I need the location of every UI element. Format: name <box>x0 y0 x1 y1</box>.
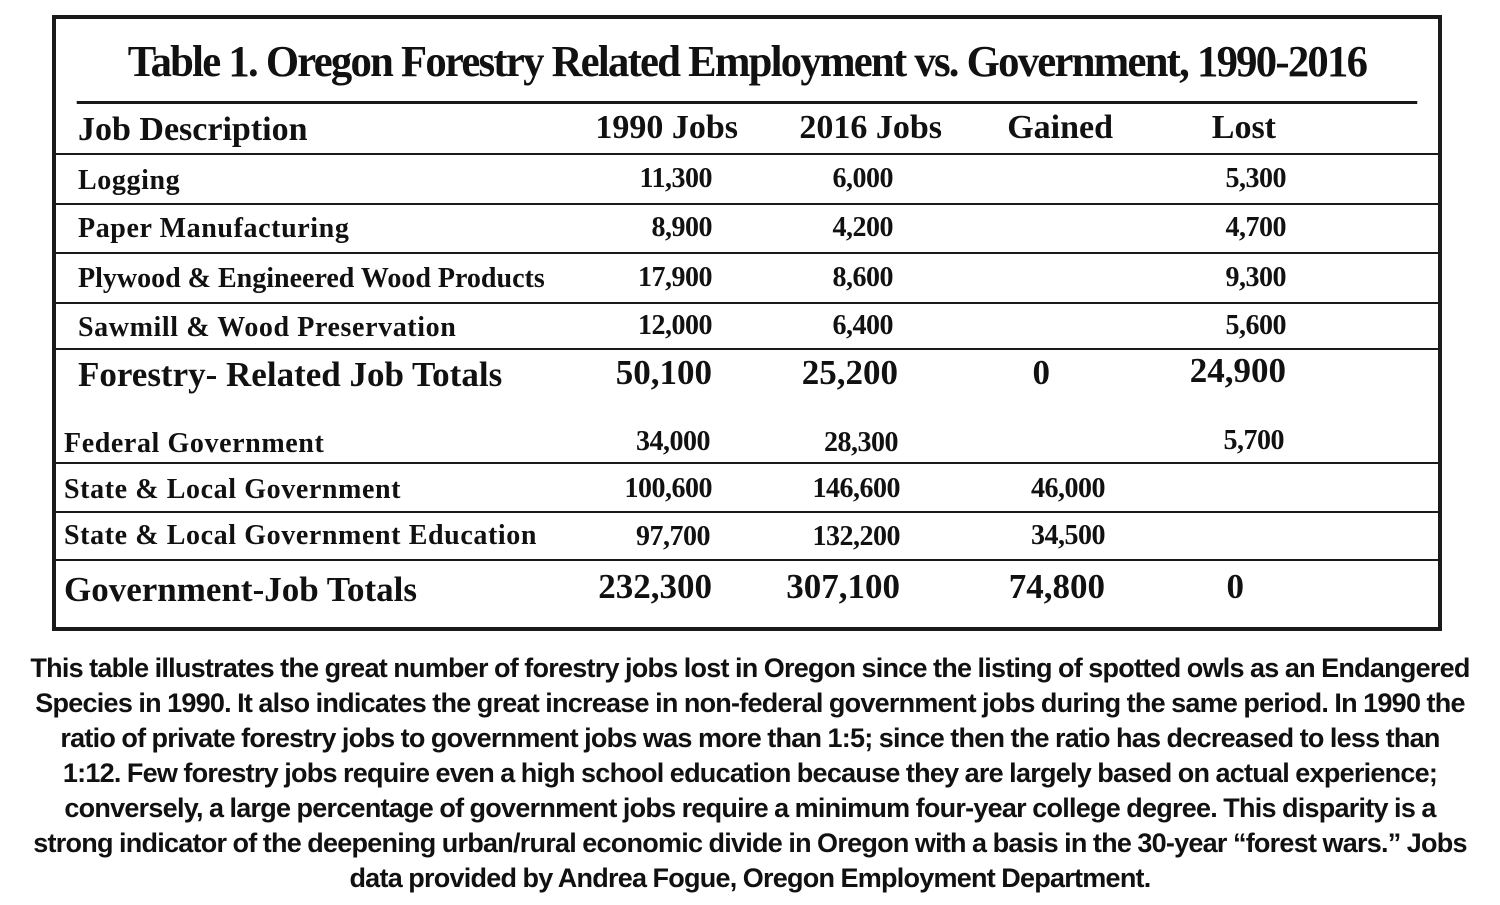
header-lost: Lost <box>1211 109 1276 146</box>
row-lost: 5,600 <box>1225 310 1286 341</box>
table-row-state-local-government <box>56 465 1438 513</box>
row-lost: 9,300 <box>1225 262 1286 293</box>
employment-table <box>52 15 1442 631</box>
row-1990-jobs: 17,900 <box>638 262 712 293</box>
row-description: Forestry- Related Job Totals <box>78 355 503 394</box>
row-2016-jobs: 8,600 <box>832 262 893 293</box>
row-1990-jobs: 97,700 <box>636 521 710 552</box>
row-description: Sawmill & Wood Preservation <box>78 312 457 343</box>
row-description: Logging <box>78 165 181 196</box>
table-row-sawmill <box>56 305 1438 350</box>
row-1990-jobs: 11,300 <box>639 163 712 194</box>
header-1990-jobs: 1990 Jobs <box>595 109 738 146</box>
row-description: Paper Manufacturing <box>78 213 350 244</box>
row-1990-jobs: 34,000 <box>636 426 710 457</box>
row-1990-jobs: 12,000 <box>638 310 712 341</box>
table-row-paper-manufacturing <box>56 206 1438 254</box>
row-lost: 5,700 <box>1223 425 1284 456</box>
row-2016-jobs: 25,200 <box>801 353 898 392</box>
table-title: Table 1. Oregon Forestry Related Employment vs. Government, 1990-2016 <box>77 19 1418 104</box>
row-2016-jobs: 6,400 <box>832 310 893 341</box>
header-job-description: Job Description <box>78 111 308 148</box>
row-lost: 5,300 <box>1225 163 1286 194</box>
table-row-state-local-education <box>56 514 1438 561</box>
table-row-plywood <box>56 255 1438 304</box>
row-description: State & Local Government <box>64 474 402 505</box>
row-2016-jobs: 307,100 <box>786 567 900 606</box>
row-1990-jobs: 232,300 <box>598 567 712 606</box>
header-2016-jobs: 2016 Jobs <box>799 109 942 146</box>
row-2016-jobs: 146,600 <box>812 473 900 504</box>
row-2016-jobs: 132,200 <box>812 521 900 552</box>
row-2016-jobs: 28,300 <box>824 427 898 458</box>
row-description: Plywood & Engineered Wood Products <box>78 263 545 294</box>
row-lost: 4,700 <box>1225 212 1286 243</box>
row-gained: 74,800 <box>1008 567 1105 606</box>
table-row-federal-government <box>56 424 1438 464</box>
row-1990-jobs: 50,100 <box>615 353 712 392</box>
table-row-logging <box>56 156 1438 205</box>
row-gained: 0 <box>1032 353 1050 392</box>
row-description: Government-Job Totals <box>64 570 417 609</box>
table-row-forestry-total <box>56 351 1438 411</box>
row-description: State & Local Government Education <box>64 520 538 551</box>
header-gained: Gained <box>1007 109 1113 146</box>
row-2016-jobs: 6,000 <box>832 163 893 194</box>
row-1990-jobs: 100,600 <box>624 473 712 504</box>
row-description: Federal Government <box>64 428 325 459</box>
table-header-row <box>56 101 1438 155</box>
row-gained: 34,500 <box>1031 520 1105 551</box>
row-lost: 0 <box>1226 567 1244 606</box>
table-caption: This table illustrates the great number of forestry jobs lost in Oregon since the listing of spotted owls as an Endangered Species in 1990. It also indicates the great increase in non-federal government jobs during the same period. In 1990 the ratio of private forestry jobs to government jobs was more than 1:5; since then the ratio has decreased to less than 1:12. Few forestry jobs require even a high school education because they are largely based on actual experience; conversely, a large percentage of government jobs require a minimum four-year college degree. This disparity is a strong indicator of the deepening urban/rural economic divide in Oregon with a basis in the 30-year “forest wars.” Jobs data provided by Andrea Fogue, Oregon Employment Department. <box>30 653 1470 893</box>
row-1990-jobs: 8,900 <box>651 212 712 243</box>
row-gained: 46,000 <box>1031 473 1105 504</box>
table-row-government-total <box>56 562 1438 627</box>
row-lost: 24,900 <box>1189 351 1286 390</box>
row-2016-jobs: 4,200 <box>832 212 893 243</box>
